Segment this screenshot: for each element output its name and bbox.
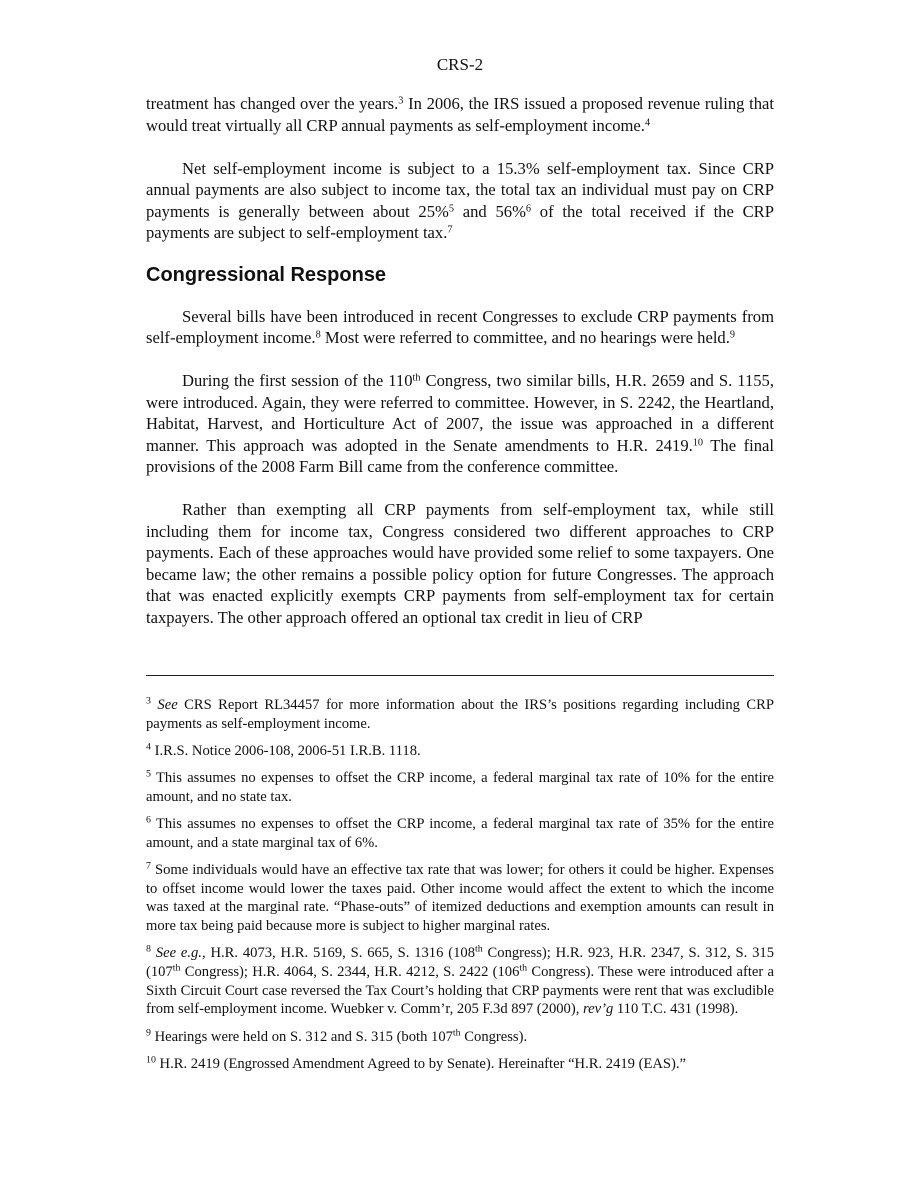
- paragraph-2: Net self-employment income is subject to a 15.3% self-employment tax. Since CRP annual payments are also subject to income tax, the total tax an individual must pay on CRP payments is generally between about 25%$^5$ and 56%$^6$ of the total received if the CRP payments are subject to self-employment tax.$^7$: [146, 158, 774, 242]
- paragraph-4: During the first session of the 110th Congress, two similar bills, H.R. 2659 and S. 1155, were introduced. Again, they were referred to committee. However, in S. 2242, the Heartland, Habitat, Harvest, and Horticulture Act of 2007, the issue was approached in a different manner. This approach was adopted in the Senate amendments to H.R. 2419.10 The final provisions of the 2008 Farm Bill came from the conference committee.: [146, 371, 774, 476]
- footnote-8: $^8$ See e.g., H.R. 4073, H.R. 5169, S. 665, S. 1316 (108th Congress); H.R. 923, H.R. 2347, S. 312, S. 315 (107th Congress); H.R. 4064, S. 2344, H.R. 4212, S. 2422 (106th Congress). These were introduced after a Sixth Circuit Court case reversed the Tax Court’s holding that CRP payments were rent that was excludible from self-employment income. Wuebker v. Comm’r, 205 F.3d 897 (2000), rev’g 110 T.C. 431 (1998).: [146, 943, 774, 1018]
- footnote-6: $^6$ This assumes no expenses to offset the CRP income, a federal marginal tax rate of 35% for the entire amount, and a state marginal tax of 6%.: [146, 814, 774, 851]
- ordinal-suffix: th: [412, 372, 421, 384]
- footnote-ref-7[interactable]: 7: [447, 224, 453, 236]
- section-heading: Congressional Response: [146, 264, 387, 286]
- footnote-ref-6[interactable]: 6: [525, 202, 532, 214]
- footnote-5: $^5$ This assumes no expenses to offset the CRP income, a federal marginal tax rate of 10% for the entire amount, and no state tax.: [146, 768, 774, 805]
- footnote-ref-4[interactable]: 4: [644, 116, 651, 128]
- footnote-4: $^4$ I.R.S. Notice 2006-108, 2006-51 I.R.B. 1118.: [146, 741, 421, 759]
- footnote-3: $^3$ See CRS Report RL34457 for more information about the IRS’s positions regarding including CRP payments as self-employment income.: [146, 695, 774, 732]
- footnote-ref-9[interactable]: 9: [729, 329, 736, 341]
- main-text: [146, 93, 774, 650]
- footnote-10: $^{10}$ H.R. 2419 (Engrossed Amendment Agreed to by Senate). Hereinafter “H.R. 2419 (EAS).”: [146, 1054, 687, 1072]
- footnotes: [146, 696, 774, 1082]
- footnote-ref-3[interactable]: 3: [398, 95, 404, 107]
- page-number: CRS-2: [436, 55, 484, 74]
- paragraph-3: Several bills have been introduced in recent Congresses to exclude CRP payments from self-employment income.$^8$ Most were referred to committee, and no hearings were held.$^9$: [146, 306, 774, 347]
- footnote-7: $^7$ Some individuals would have an effective tax rate that was lower; for others it could be higher. Expenses to offset income would lower the taxes paid. Other income would affect the extent to which the income was taxed at the marginal rate. “Phase-outs” of itemized deductions and exemption amounts can result in more tax being paid because more is subject to higher marginal rates.: [146, 860, 774, 935]
- footnote-9: $^9$ Hearings were held on S. 312 and S. 315 (both 107th Congress).: [146, 1027, 528, 1045]
- paragraph-5: Rather than exempting all CRP payments from self-employment tax, while still including them for income tax, Congress considered two different approaches to CRP payments. Each of these approaches would have provided some relief to some taxpayers. One became law; the other remains a possible policy option for future Congresses. The approach that was enacted explicitly exempts CRP payments from self-employment tax for certain taxpayers. The other approach offered an optional tax credit in lieu of CRP: [146, 500, 774, 627]
- paragraph-1: treatment has changed over the years.$^3$ In 2006, the IRS issued a proposed revenue ruling that would treat virtually all CRP annual payments as self-employment income.$^4$: [146, 94, 774, 135]
- footnote-ref-5[interactable]: 5: [448, 202, 454, 214]
- footnote-divider: [146, 675, 774, 676]
- footnote-ref-10[interactable]: 10: [692, 436, 704, 448]
- footnote-ref-8[interactable]: 8: [315, 329, 321, 341]
